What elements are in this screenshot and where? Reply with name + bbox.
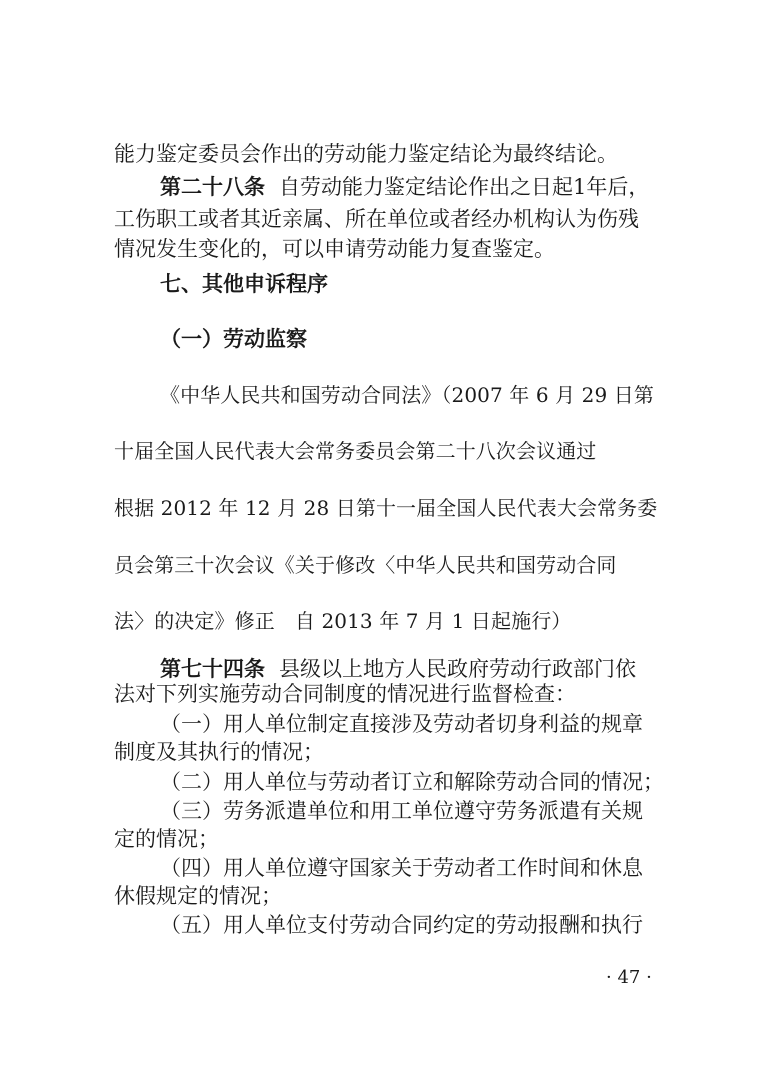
law-title-line-1: 《中华人民共和国劳动合同法》（2007 年 6 月 29 日第 (160, 383, 654, 407)
item-1-line-2: 制度及其执行的情况； (114, 740, 324, 764)
item-4-line-2: 休假规定的情况； (114, 884, 282, 908)
article-74-text-1: 县级以上地方人民政府劳动行政部门依 (279, 657, 636, 681)
article-28-line-2: 工伤职工或者其近亲属、所在单位或者经办机构认为伤残 (114, 207, 639, 231)
law-title-line-2: 十届全国人民代表大会常务委员会第二十八次会议通过 (114, 439, 597, 463)
article-28-text-1: 自劳动能力鉴定结论作出之日起1年后， (279, 175, 650, 199)
law-title-line-4: 员会第三十次会议《关于修改〈中华人民共和国劳动合同 (114, 553, 617, 577)
section-heading: 七、其他申诉程序 (160, 271, 328, 296)
item-5-line-1: （五）用人单位支付劳动合同约定的劳动报酬和执行 (160, 913, 643, 937)
law-title-line-5: 法〉的决定》修正 自 2013 年 7 月 1 日起施行） (114, 609, 572, 633)
article-74-line-1 (160, 655, 636, 683)
item-1-line-1: （一）用人单位制定直接涉及劳动者切身利益的规章 (160, 712, 643, 736)
law-title-line-3: 根据 2012 年 12 月 28 日第十一届全国人民代表大会常务委 (114, 496, 658, 520)
article-74-label: 第七十四条 (160, 656, 265, 681)
article-74-line-2: 法对下列实施劳动合同制度的情况进行监督检查： (114, 682, 576, 706)
item-3-line-1: （三）劳务派遣单位和用工单位遵守劳务派遣有关规 (160, 799, 643, 823)
item-2-line-1: （二）用人单位与劳动者订立和解除劳动合同的情况； (160, 770, 664, 794)
item-3-line-2: 定的情况； (114, 827, 219, 851)
page-number: · 47 · (606, 967, 652, 988)
article-28-line-1 (160, 173, 649, 201)
article-28-label: 第二十八条 (160, 174, 265, 199)
subsection-heading: （一）劳动监察 (160, 326, 307, 351)
item-4-line-1: （四）用人单位遵守国家关于劳动者工作时间和休息 (160, 856, 643, 880)
article-28-line-3: 情况发生变化的，可以申请劳动能力复查鉴定。 (114, 237, 555, 261)
continued-paragraph: 能力鉴定委员会作出的劳动能力鉴定结论为最终结论。 (114, 142, 618, 166)
